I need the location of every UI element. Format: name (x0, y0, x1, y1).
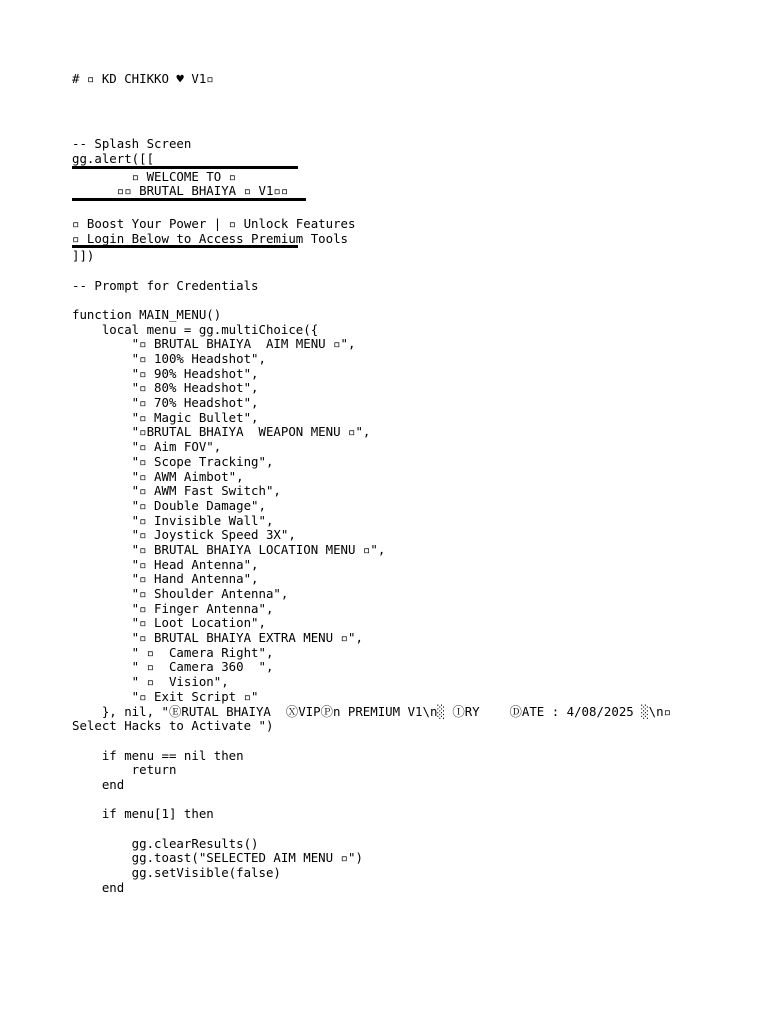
menu-item: "▫ BRUTAL BHAIYA EXTRA MENU ▫", (72, 630, 363, 646)
menu-close-continued: Select Hacks to Activate ") (72, 718, 274, 734)
spacer (72, 264, 732, 279)
code-line: if menu[1] then (72, 806, 214, 822)
boost-line: ▫ Boost Your Power | ▫ Unlock Features (72, 215, 356, 231)
menu-item: "▫ Finger Antenna", (72, 600, 274, 616)
spacer (72, 202, 732, 217)
menu-item: "▫ Shoulder Antenna", (72, 586, 289, 601)
menu-item: "▫ BRUTAL BHAIYA AIM MENU ▫", (72, 336, 356, 352)
menu-item: "▫ 80% Headshot", (72, 380, 259, 396)
code-line: end (72, 879, 125, 895)
title-line: ▫▫ BRUTAL BHAIYA ▫ V1▫▫ (72, 183, 289, 199)
code-line: return (72, 762, 177, 778)
menu-item: "▫BRUTAL BHAIYA WEAPON MENU ▫", (72, 424, 371, 440)
spacer (72, 123, 732, 138)
spacer (72, 734, 732, 749)
menu-item: " ▫ Camera 360 ", (72, 659, 274, 675)
menu-item: "▫ Invisible Wall", (72, 512, 274, 528)
code-line: end (72, 776, 125, 792)
menu-item: "▫ 70% Headshot", (72, 395, 259, 411)
prompt-comment: -- Prompt for Credentials (72, 277, 259, 293)
code-line (72, 822, 732, 837)
menu-item: "▫ BRUTAL BHAIYA LOCATION MENU ▫", (72, 541, 386, 557)
code-document (72, 72, 732, 895)
alert-close: ]]) (72, 248, 95, 264)
menu-item: "▫ Hand Antenna", (72, 571, 259, 587)
menu-item: "▫ Joystick Speed 3X", (72, 527, 296, 543)
header-line: # ▫ KD CHIKKO ♥ V1▫ (72, 71, 214, 86)
menu-item: "▫ Head Antenna", (72, 556, 259, 572)
menu-close: }, nil, "ⒺRUTAL BHAIYA ⓍVIPⓅn PREMIUM V1\n░ ⒾRY ⒹATE : 4/08/2025 ░\n▫ (72, 703, 672, 719)
splash-comment: -- Splash Screen (72, 136, 192, 152)
menu-open: local menu = gg.multiChoice({ (72, 321, 319, 337)
menu-item: "▫ 100% Headshot", (72, 351, 266, 366)
spacer (72, 87, 732, 123)
menu-item: "▫ Loot Location", (72, 615, 266, 631)
menu-item: "▫ Magic Bullet", (72, 409, 259, 425)
menu-item: "▫ Exit Script ▫" (72, 688, 259, 704)
code-line (72, 793, 732, 808)
login-line: ▫ Login Below to Access Premium Tools (72, 230, 349, 246)
menu-item: " ▫ Camera Right", (72, 644, 274, 660)
code-line: gg.clearResults() (72, 835, 259, 851)
code-line: gg.toast("SELECTED AIM MENU ▫") (72, 850, 363, 866)
menu-item: " ▫ Vision", (72, 674, 229, 690)
menu-item: "▫ Double Damage", (72, 497, 266, 513)
code-line: gg.setVisible(false) (72, 865, 281, 881)
menu-item: "▫ Scope Tracking", (72, 453, 274, 469)
menu-item: "▫ Aim FOV", (72, 439, 222, 455)
code-line: if menu == nil then (72, 747, 244, 763)
menu-item: "▫ 90% Headshot", (72, 365, 259, 381)
menu-item: "▫ AWM Fast Switch", (72, 483, 281, 499)
menu-item: "▫ AWM Aimbot", (72, 468, 244, 484)
function-definition: function MAIN_MENU() (72, 306, 222, 322)
welcome-line: ▫ WELCOME TO ▫ (72, 168, 237, 184)
alert-open: gg.alert([[ (72, 151, 155, 167)
spacer (72, 293, 732, 308)
